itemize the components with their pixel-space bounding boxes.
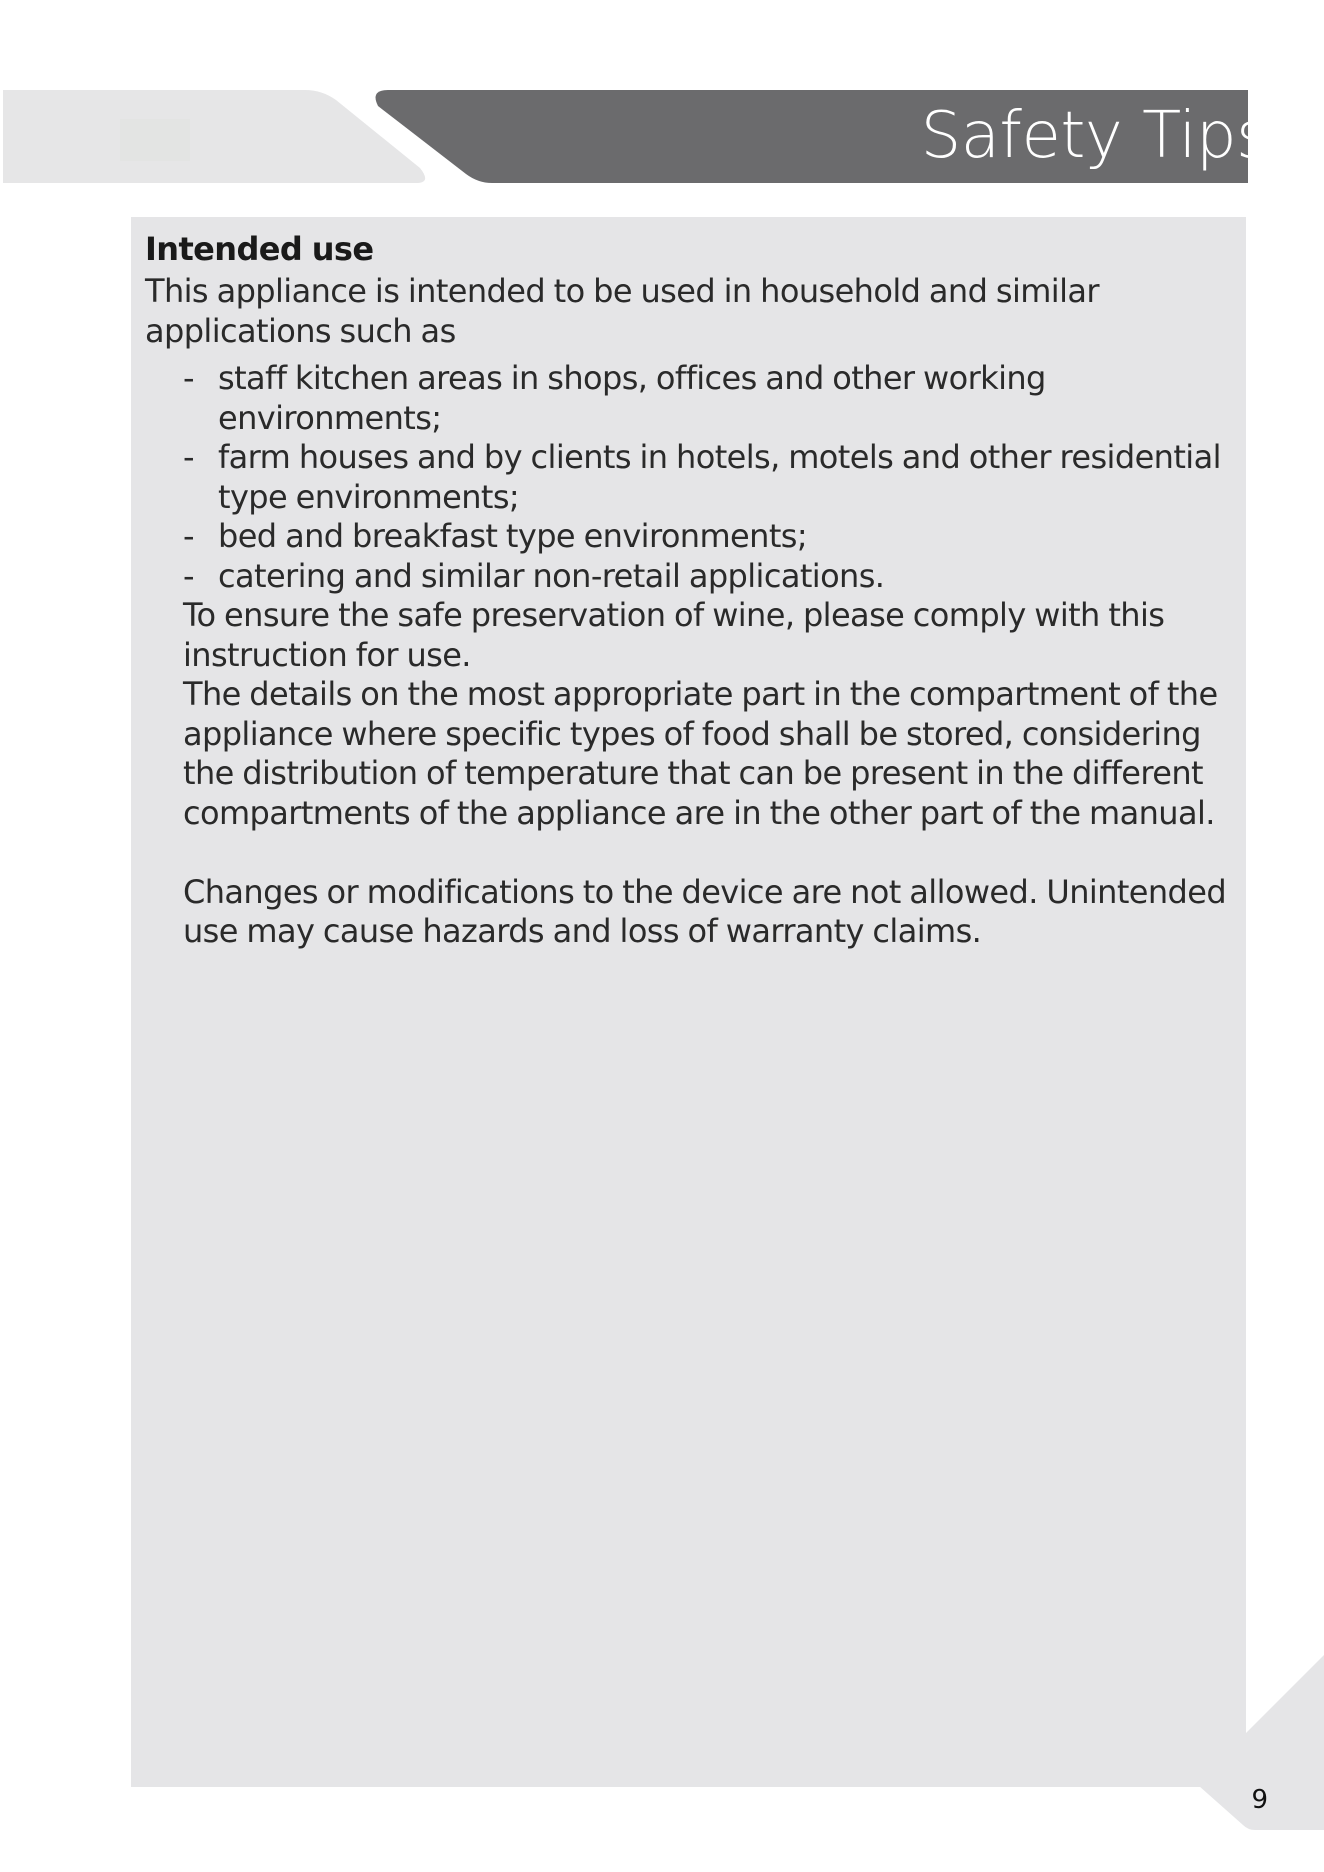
dash-bullet: - <box>183 517 194 555</box>
list-item <box>145 438 1240 517</box>
preservation-paragraph: To ensure the safe preservation of wine, please comply with this instruction for use. <box>183 596 1165 674</box>
storage-details-paragraph: The details on the most appropriate part in the compartment of the appliance where specific types of food shall be stored, considering the distribution of temperature that can be present in the different compartments of the appliance are in the other part of the manual. <box>183 675 1218 832</box>
header-left-tab <box>3 90 425 183</box>
intended-use-section <box>145 226 1240 952</box>
usage-list <box>145 359 1240 596</box>
list-item <box>145 359 1240 438</box>
page-number: 9 <box>1251 1785 1268 1815</box>
dash-bullet: - <box>183 438 194 476</box>
list-item-text: bed and breakfast type environments; <box>218 517 808 555</box>
intro-paragraph: This appliance is intended to be used in household and similar applications such as <box>145 272 1099 350</box>
paragraph-spacer <box>145 833 1240 873</box>
list-item-text: catering and similar non-retail applications. <box>218 556 885 595</box>
list-item <box>145 517 1240 557</box>
list-item-text: farm houses and by clients in hotels, motels and other residential type environments; <box>218 438 1221 516</box>
header-tab-mark <box>120 119 190 161</box>
dash-bullet: - <box>183 556 194 595</box>
list-item-text: staff kitchen areas in shops, offices and other working environments; <box>218 359 1046 437</box>
section-heading: Intended use <box>145 230 374 268</box>
page-title: Safety Tips <box>920 99 1269 173</box>
dash-bullet: - <box>183 359 194 397</box>
warranty-paragraph: Changes or modifications to the device are not allowed. Unintended use may cause hazards and loss of warranty claims. <box>183 872 1227 950</box>
list-item <box>145 557 1240 597</box>
